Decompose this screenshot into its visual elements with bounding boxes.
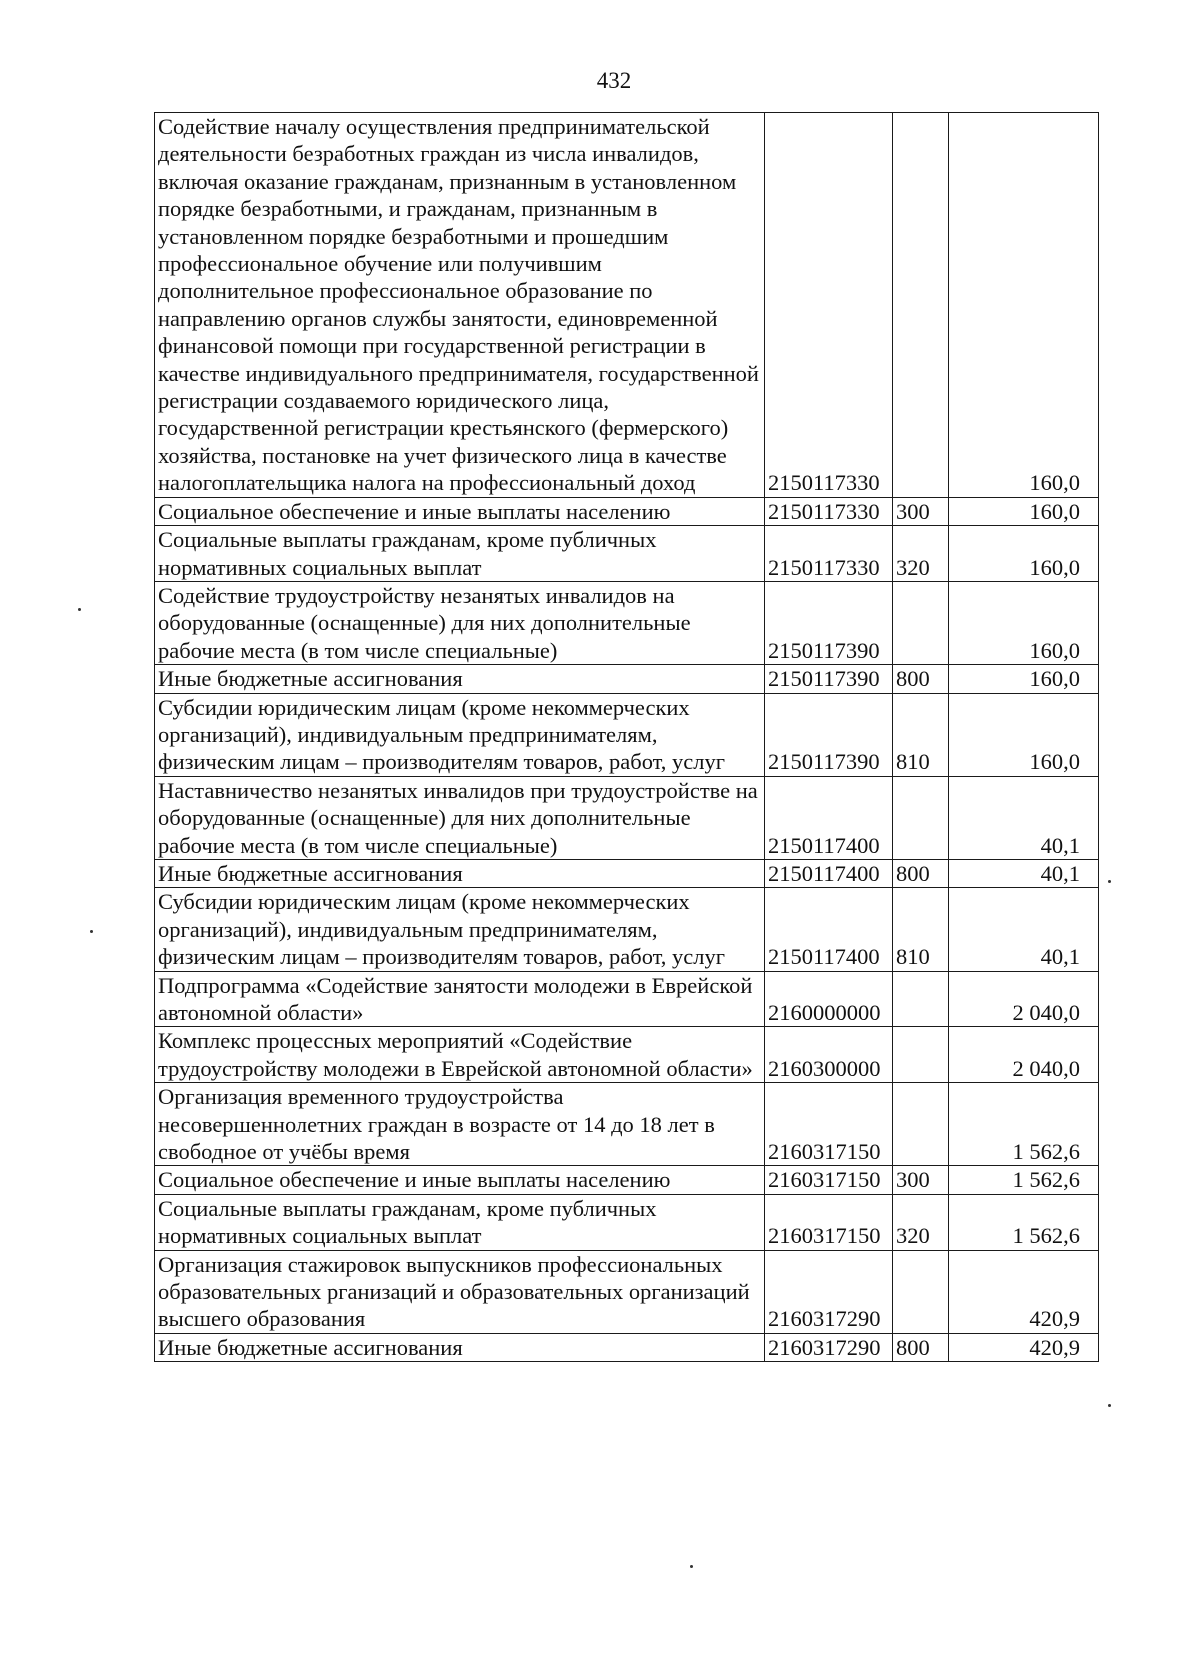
expense-type-cell	[893, 1027, 949, 1083]
amount-cell: 2 040,0	[949, 1027, 1099, 1083]
expense-name-cell: Организация стажировок выпускников профессиональных образовательных рганизаций и образовательных организаций высшего образования	[155, 1250, 765, 1333]
expense-type-cell	[893, 1083, 949, 1166]
table-row	[155, 971, 1099, 1027]
amount-cell: 160,0	[949, 665, 1099, 693]
target-code-cell: 2150117390	[765, 581, 893, 664]
target-code-cell: 2150117330	[765, 113, 893, 498]
scan-speck	[1108, 880, 1111, 883]
amount-cell: 160,0	[949, 497, 1099, 525]
amount-cell: 160,0	[949, 113, 1099, 498]
expense-name-cell: Социальное обеспечение и иные выплаты населению	[155, 497, 765, 525]
expense-type-cell: 810	[893, 693, 949, 776]
scan-speck	[78, 608, 81, 611]
expense-type-cell: 300	[893, 497, 949, 525]
expense-type-cell: 810	[893, 888, 949, 971]
target-code-cell: 2160317290	[765, 1333, 893, 1361]
expense-name-cell: Содействие началу осуществления предпринимательской деятельности безработных граждан из числа инвалидов, включая оказание гражданам, признанным в установленном порядке безработными, и гражданам, признанным в установленном порядке безработными и прошедшим профессиональное обучение или получившим дополнительное профессиональное образование по направлению органов службы занятости, единовременной финансовой помощи при государственной регистрации в качестве индивидуального предпринимателя, государственной регистрации создаваемого юридического лица, государственной регистрации крестьянского (фермерского) хозяйства, постановке на учет физического лица в качестве налогоплательщика налога на профессиональный доход	[155, 113, 765, 498]
target-code-cell: 2150117330	[765, 526, 893, 582]
target-code-cell: 2160317150	[765, 1083, 893, 1166]
amount-cell: 420,9	[949, 1250, 1099, 1333]
expense-type-cell: 300	[893, 1166, 949, 1194]
expense-name-cell: Иные бюджетные ассигнования	[155, 665, 765, 693]
target-code-cell: 2160317150	[765, 1166, 893, 1194]
target-code-cell: 2150117390	[765, 693, 893, 776]
amount-cell: 2 040,0	[949, 971, 1099, 1027]
amount-cell: 1 562,6	[949, 1083, 1099, 1166]
expense-type-cell	[893, 971, 949, 1027]
target-code-cell: 2160000000	[765, 971, 893, 1027]
expense-name-cell: Иные бюджетные ассигнования	[155, 859, 765, 887]
amount-cell: 420,9	[949, 1333, 1099, 1361]
expense-type-cell: 800	[893, 859, 949, 887]
table-row	[155, 497, 1099, 525]
expense-name-cell: Субсидии юридическим лицам (кроме некоммерческих организаций), индивидуальным предпринимателям, физическим лицам – производителям товаров, работ, услуг	[155, 888, 765, 971]
expense-name-cell: Социальные выплаты гражданам, кроме публичных нормативных социальных выплат	[155, 1194, 765, 1250]
scan-speck	[690, 1565, 693, 1568]
table-row	[155, 1027, 1099, 1083]
target-code-cell: 2150117400	[765, 888, 893, 971]
table-row	[155, 693, 1099, 776]
expense-name-cell: Иные бюджетные ассигнования	[155, 1333, 765, 1361]
expense-type-cell	[893, 581, 949, 664]
expense-name-cell: Организация временного трудоустройства несовершеннолетних граждан в возрасте от 14 до 18 лет в свободное от учёбы время	[155, 1083, 765, 1166]
amount-cell: 160,0	[949, 581, 1099, 664]
expense-name-cell: Наставничество незанятых инвалидов при трудоустройстве на оборудованные (оснащенные) для них дополнительные рабочие места (в том числе специальные)	[155, 776, 765, 859]
amount-cell: 1 562,6	[949, 1194, 1099, 1250]
page-number: 432	[596, 68, 632, 93]
target-code-cell: 2160317150	[765, 1194, 893, 1250]
amount-cell: 40,1	[949, 776, 1099, 859]
budget-table	[154, 112, 1099, 1362]
expense-type-cell: 800	[893, 665, 949, 693]
amount-cell: 160,0	[949, 693, 1099, 776]
budget-table-body	[155, 113, 1099, 1362]
table-row	[155, 1194, 1099, 1250]
table-row	[155, 1166, 1099, 1194]
table-row	[155, 888, 1099, 971]
amount-cell: 160,0	[949, 526, 1099, 582]
scan-speck	[90, 930, 93, 933]
expense-type-cell	[893, 776, 949, 859]
target-code-cell: 2150117400	[765, 776, 893, 859]
table-row	[155, 1333, 1099, 1361]
amount-cell: 1 562,6	[949, 1166, 1099, 1194]
expense-name-cell: Содействие трудоустройству незанятых инвалидов на оборудованные (оснащенные) для них дополнительные рабочие места (в том числе специальные)	[155, 581, 765, 664]
expense-name-cell: Комплекс процессных мероприятий «Содействие трудоустройству молодежи в Еврейской автономной области»	[155, 1027, 765, 1083]
amount-cell: 40,1	[949, 859, 1099, 887]
table-row	[155, 1083, 1099, 1166]
target-code-cell: 2160317290	[765, 1250, 893, 1333]
table-row	[155, 526, 1099, 582]
expense-type-cell: 800	[893, 1333, 949, 1361]
expense-name-cell: Социальное обеспечение и иные выплаты населению	[155, 1166, 765, 1194]
table-row	[155, 113, 1099, 498]
table-row	[155, 665, 1099, 693]
expense-type-cell	[893, 1250, 949, 1333]
scan-speck	[1108, 1404, 1111, 1407]
target-code-cell: 2150117390	[765, 665, 893, 693]
table-row	[155, 859, 1099, 887]
amount-cell: 40,1	[949, 888, 1099, 971]
expense-type-cell	[893, 113, 949, 498]
target-code-cell: 2150117400	[765, 859, 893, 887]
target-code-cell: 2160300000	[765, 1027, 893, 1083]
expense-type-cell: 320	[893, 1194, 949, 1250]
table-row	[155, 1250, 1099, 1333]
expense-name-cell: Субсидии юридическим лицам (кроме некоммерческих организаций), индивидуальным предпринимателям, физическим лицам – производителям товаров, работ, услуг	[155, 693, 765, 776]
table-row	[155, 776, 1099, 859]
expense-name-cell: Подпрограмма «Содействие занятости молодежи в Еврейской автономной области»	[155, 971, 765, 1027]
target-code-cell: 2150117330	[765, 497, 893, 525]
table-row	[155, 581, 1099, 664]
expense-name-cell: Социальные выплаты гражданам, кроме публичных нормативных социальных выплат	[155, 526, 765, 582]
expense-type-cell: 320	[893, 526, 949, 582]
